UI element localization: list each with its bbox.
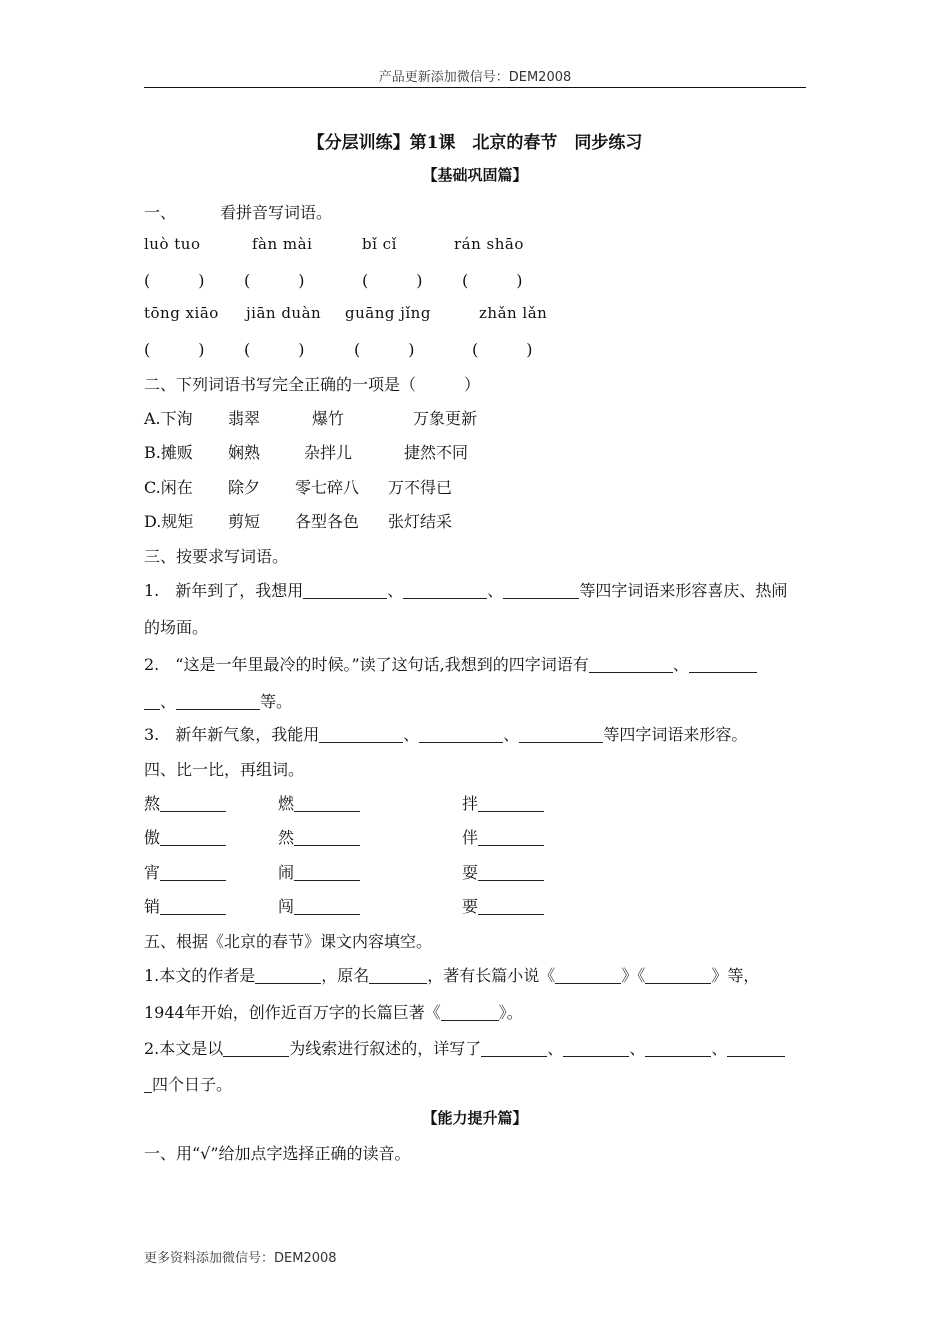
- q1-answer-3[interactable]: ( ): [362, 271, 423, 290]
- q3-item-3-blank-1[interactable]: [319, 726, 403, 743]
- q4-row-2-col-2: 然: [278, 825, 360, 848]
- q4-blank[interactable]: [160, 864, 226, 881]
- q4-blank[interactable]: [294, 795, 360, 812]
- q4-blank[interactable]: [160, 795, 226, 812]
- q2-heading: 二、下列词语书写完全正确的一项是（ ）: [144, 375, 481, 394]
- q3-item-1-blank-3[interactable]: [503, 582, 579, 599]
- q3-item-3-blank-3[interactable]: [519, 726, 603, 743]
- q2-option-b-word2: 杂拌儿: [304, 443, 353, 462]
- q4-row-1-col-1: 熬: [144, 791, 226, 814]
- q3-item-1-text-end: 等四字词语来形容喜庆、热闹: [579, 581, 788, 600]
- q2-option-a-label[interactable]: A.下洵: [144, 409, 193, 428]
- q4-row-2-col-3: 伴: [462, 825, 544, 848]
- q2-option-c-word1: 除夕: [228, 478, 261, 497]
- q3-sep: 、: [503, 725, 520, 744]
- section-basic-heading: 【基础巩固篇】: [422, 166, 528, 184]
- q5-blank-author[interactable]: [255, 967, 321, 984]
- q1-pinyin-1: luò tuo: [144, 235, 201, 253]
- q1-heading: [144, 200, 332, 223]
- q5-blank-day-4[interactable]: [727, 1040, 785, 1057]
- q2-option-d-word2: 各型各色: [295, 512, 360, 531]
- q4-blank[interactable]: [478, 795, 544, 812]
- q5-item-2: 2.本文是以 为线索进行叙述的，详写了 、 、 、: [144, 1036, 785, 1059]
- q4-row-1-col-2: 燃: [278, 791, 360, 814]
- q1-pinyin-7: guāng jǐng: [345, 304, 431, 322]
- q2-option-b-word3: 捷然不同: [404, 443, 469, 462]
- q1-answer-2[interactable]: ( ): [244, 271, 305, 290]
- q1-heading-num: 一、: [144, 203, 177, 222]
- q3-sep: 、: [672, 655, 689, 674]
- q4-heading: 四、比一比，再组词。: [144, 760, 305, 779]
- q3-item-1-cont: 的场面。: [144, 618, 209, 637]
- q4-blank[interactable]: [294, 864, 360, 881]
- q3-item-3-text-end: 等四字词语来形容。: [603, 725, 748, 744]
- q2-option-d-label[interactable]: D.规矩: [144, 512, 194, 531]
- q5-item-2-cont: 四个日子。: [144, 1072, 232, 1095]
- q3-item-3-text: 3. 新年新气象，我能用: [144, 725, 320, 744]
- q3-item-2-cont: [144, 689, 292, 712]
- q4-blank[interactable]: [478, 864, 544, 881]
- q4-blank[interactable]: [294, 829, 360, 846]
- q5-blank-name[interactable]: [369, 967, 427, 984]
- q4-row-3-col-3: 耍: [462, 860, 544, 883]
- q3-item-2-text-end: 等。: [260, 692, 293, 711]
- q5-blank-day-1[interactable]: [481, 1040, 547, 1057]
- q1-pinyin-8: zhǎn lǎn: [479, 304, 548, 322]
- q2-option-c-label[interactable]: C.闲在: [144, 478, 193, 497]
- q3-item-2-blank-2[interactable]: [689, 656, 757, 673]
- q3-item-3-blank-2[interactable]: [419, 726, 503, 743]
- q4-row-1-col-3: 拌: [462, 791, 544, 814]
- q3-item-3: [144, 722, 747, 745]
- page-footer: 更多资料添加微信号：DEM2008: [144, 1251, 337, 1266]
- q3-item-2-blank-3[interactable]: [176, 693, 260, 710]
- q1-pinyin-6: jiān duàn: [246, 304, 322, 322]
- q5-blank-day-2[interactable]: [563, 1040, 629, 1057]
- q1-heading-text: 看拼音写词语。: [220, 203, 333, 222]
- q1-answer-6[interactable]: ( ): [244, 340, 305, 359]
- q3-sep: 、: [160, 692, 177, 711]
- q1-pinyin-3: bǐ cǐ: [362, 235, 397, 253]
- q4-blank[interactable]: [160, 898, 226, 915]
- page-title: 【分层训练】第1课 北京的春节 同步练习: [307, 133, 643, 153]
- page-header: 产品更新添加微信号：DEM2008: [378, 70, 572, 85]
- q3-item-2-text: 2. “这是一年里最冷的时候。”读了这句话,我想到的四字词语有: [144, 655, 589, 674]
- q4-blank[interactable]: [478, 898, 544, 915]
- q1-pinyin-2: fàn mài: [252, 235, 313, 253]
- q5-blank-epic[interactable]: [441, 1004, 499, 1021]
- q5-blank-day-3[interactable]: [645, 1040, 711, 1057]
- q4-row-3-col-1: 宵: [144, 860, 226, 883]
- q2-option-b-word1: 娴熟: [228, 443, 261, 462]
- q6-heading: 一、用“√”给加点字选择正确的读音。: [144, 1144, 411, 1163]
- q3-sep: 、: [487, 581, 504, 600]
- q2-option-a-word2: 爆竹: [312, 409, 345, 428]
- q3-item-1: [144, 578, 787, 601]
- q4-row-4-col-3: 要: [462, 894, 544, 917]
- q5-blank-novel-2[interactable]: [645, 967, 711, 984]
- q2-option-c-word3: 万不得已: [388, 478, 453, 497]
- q5-item-1: 1.本文的作者是 ，原名 ，著有长篇小说《 》《 》等，: [144, 966, 760, 985]
- q3-item-1-text: 1. 新年到了，我想用: [144, 581, 304, 600]
- q4-row-2-col-1: 傲: [144, 825, 226, 848]
- header-rule: [144, 87, 806, 88]
- q1-answer-8[interactable]: ( ): [472, 340, 533, 359]
- q1-pinyin-4: rán shāo: [454, 235, 524, 253]
- q3-item-1-blank-2[interactable]: [403, 582, 487, 599]
- q1-answer-1[interactable]: ( ): [144, 271, 205, 290]
- q5-blank-novel-1[interactable]: [555, 967, 621, 984]
- q5-blank-clue[interactable]: [223, 1040, 289, 1057]
- q2-option-d-word1: 剪短: [228, 512, 261, 531]
- section-advanced-heading: 【能力提升篇】: [422, 1109, 528, 1127]
- q4-blank[interactable]: [478, 829, 544, 846]
- q2-option-a-word1: 翡翠: [228, 409, 261, 428]
- q2-option-d-word3: 张灯结采: [388, 512, 453, 531]
- q1-answer-5[interactable]: ( ): [144, 340, 205, 359]
- q3-sep: 、: [387, 581, 404, 600]
- q2-option-c-word2: 零七碎八: [295, 478, 360, 497]
- q4-row-4-col-1: 销: [144, 894, 226, 917]
- q3-item-1-blank-1[interactable]: [303, 582, 387, 599]
- q4-row-4-col-2: 闯: [278, 894, 360, 917]
- q3-item-2-blank-1[interactable]: [589, 656, 673, 673]
- q3-heading: 三、按要求写词语。: [144, 547, 289, 566]
- q2-option-b-label[interactable]: B.摊贩: [144, 443, 193, 462]
- q4-blank[interactable]: [294, 898, 360, 915]
- q3-item-2-blank-2-cont[interactable]: [144, 693, 160, 710]
- q4-row-3-col-2: 闹: [278, 860, 360, 883]
- q1-answer-4[interactable]: ( ): [462, 271, 523, 290]
- q3-item-2: [144, 652, 757, 675]
- q1-pinyin-5: tōng xiāo: [144, 304, 219, 322]
- q5-item-1-cont: 1944年开始，创作近百万字的长篇巨著《 》。: [144, 1003, 523, 1022]
- q3-sep: 、: [403, 725, 420, 744]
- q4-blank[interactable]: [160, 829, 226, 846]
- q1-answer-7[interactable]: ( ): [354, 340, 415, 359]
- q2-option-a-word3: 万象更新: [413, 409, 478, 428]
- q5-blank-day-4-cont[interactable]: [144, 1076, 152, 1093]
- q5-heading: 五、根据《北京的春节》课文内容填空。: [144, 932, 433, 951]
